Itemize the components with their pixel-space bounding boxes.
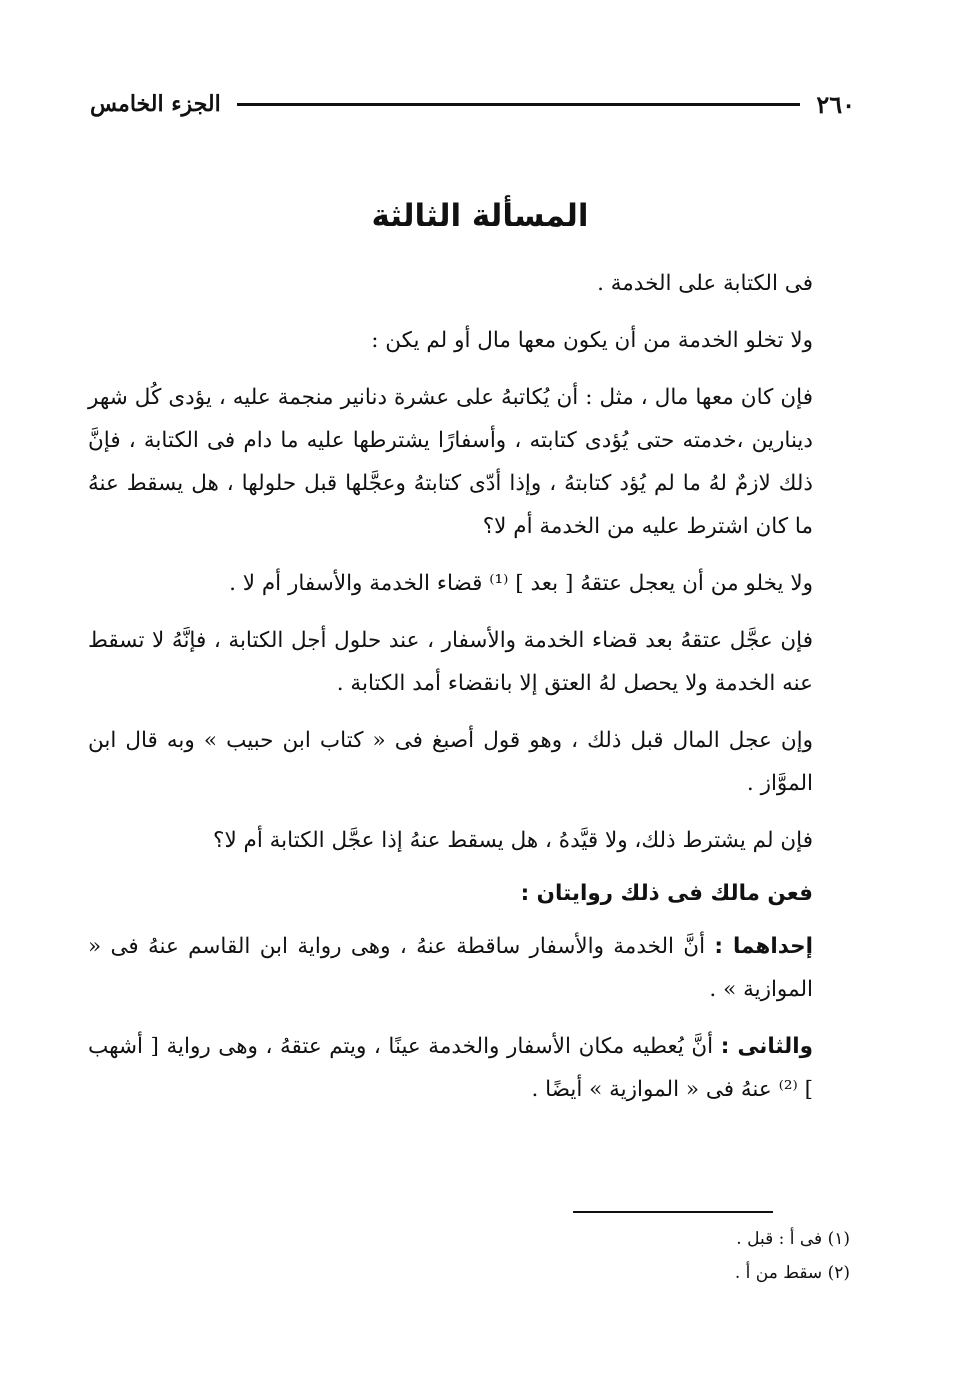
narration-text: أنَّ الخدمة والأسفار ساقطة عنهُ ، وهى رواية ابن القاسم عنهُ فى « الموازية » . [88, 934, 813, 1002]
book-part-title: الجزء الخامس [90, 91, 221, 117]
footnote-rule [573, 1211, 773, 1213]
paragraph-heading: فعن مالك فى ذلك روايتان : [520, 881, 813, 906]
paragraph-second-narration [88, 1025, 813, 1111]
paragraph: وإن عجل المال قبل ذلك ، وهو قول أصبغ فى « كتاب ابن حبيب » وبه قال ابن الموَّاز . [88, 728, 813, 796]
narration-text: أنَّ يُعطيه مكان الأسفار والخدمة عينًا ، ويتم عتقهُ ، وهى رواية [ أشهب ] ⁽²⁾ عنهُ فى « الموازية » أيضًا . [88, 1034, 813, 1102]
body-text [88, 262, 813, 1125]
section-title: المسألة الثالثة [371, 198, 589, 234]
paragraph: فإن لم يشترط ذلك، ولا قيَّدهُ ، هل يسقط عنهُ إذا عجَّل الكتابة أم لا؟ [213, 828, 813, 853]
footnotes [560, 1222, 850, 1290]
footnote: (١) فى أ : قبل . [736, 1229, 850, 1249]
paragraph: فإن عجَّل عتقهُ بعد قضاء الخدمة والأسفار ، عند حلول أجل الكتابة ، فإنَّهُ لا تسقط عنه الخدمة ولا يحصل لهُ العتق إلا بانقضاء أمد الكتابة . [88, 628, 813, 696]
paragraph: فإن كان معها مال ، مثل : أن يُكاتبهُ على عشرة دنانير منجمة عليه ، يؤدى كُل شهر دينارين ،خدمته حتى يُؤدى كتابته ، وأسفارًا يشترطها عليه ما دام فى الكتابة ، فإنَّ ذلك لازمٌ لهُ ما لم يُؤد كتابتهُ ، وإذا أدّى كتابتهُ وعجَّلها قبل حلولها ، هل يسقط عنهُ ما كان اشترط عليه من الخدمة أم لا؟ [88, 385, 813, 539]
narration-lead: إحداهما : [714, 934, 813, 959]
footnote: (٢) سقط من أ . [734, 1263, 850, 1283]
running-header [90, 84, 855, 124]
paragraph-first-narration [88, 925, 813, 1011]
paragraph: ولا تخلو الخدمة من أن يكون معها مال أو لم يكن : [371, 328, 813, 353]
narration-lead: والثانى : [720, 1034, 813, 1059]
page-number: ٢٦٠ [816, 89, 855, 119]
header-rule [237, 103, 801, 106]
paragraph: فى الكتابة على الخدمة . [597, 271, 813, 296]
paragraph: ولا يخلو من أن يعجل عتقهُ [ بعد ] ⁽¹⁾ قضاء الخدمة والأسفار أم لا . [229, 571, 813, 596]
